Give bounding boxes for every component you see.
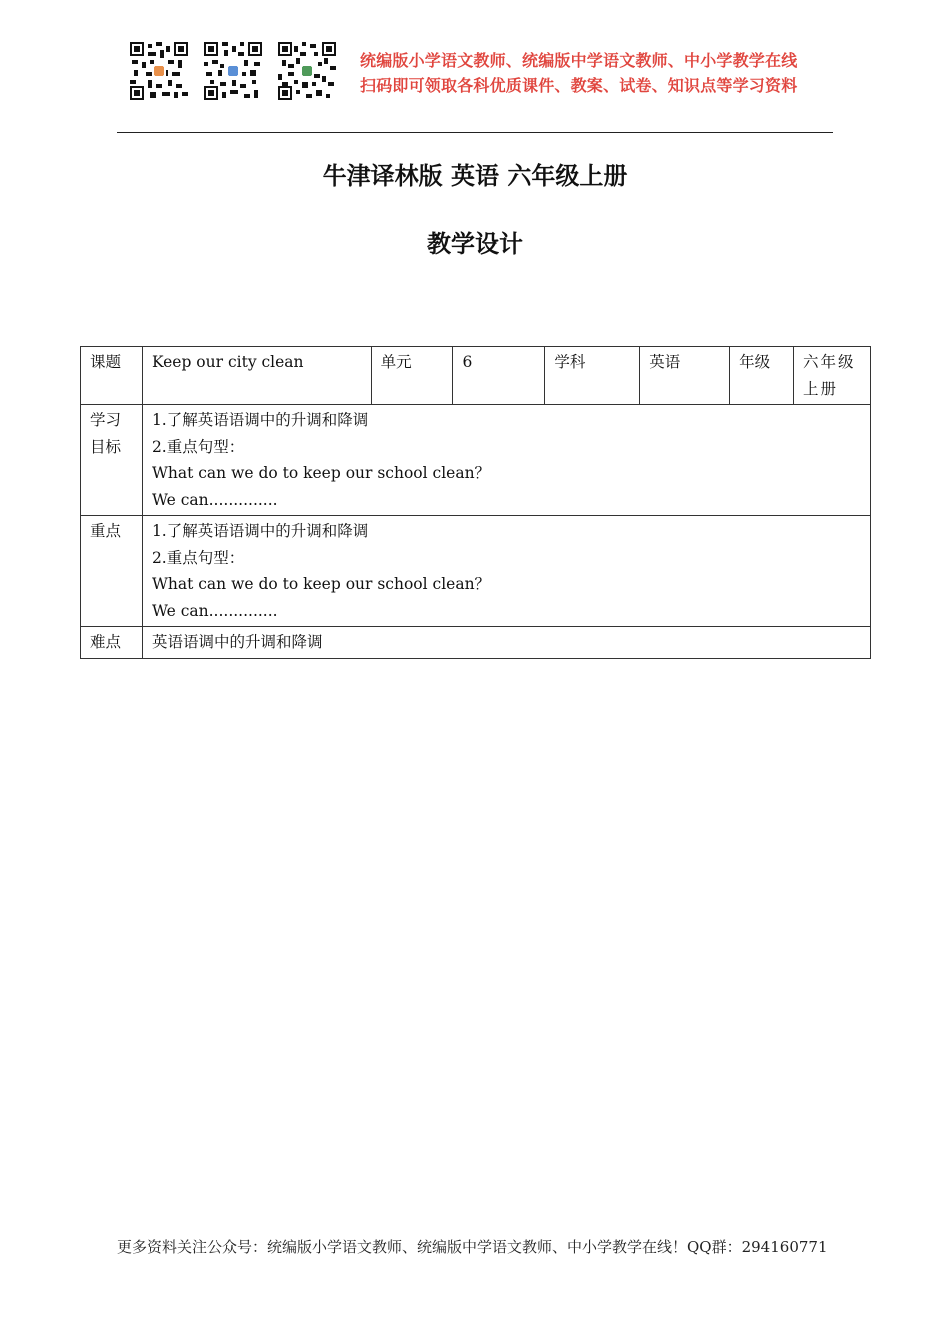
objectives-line: We can.............. [151,490,278,509]
qr-code-icon[interactable] [278,42,336,100]
unit-label: 单元 [371,347,453,405]
subject-label: 学科 [545,347,640,405]
subject-value: 英语 [640,347,730,405]
key-points-line: We can.............. [151,601,278,620]
table-row [81,516,871,627]
table-row [81,347,871,405]
key-points-line: What can we do to keep our school clean？ [151,575,491,593]
objectives-label: 学习目标 [81,405,143,516]
key-points-label: 重点 [81,516,143,627]
qr-code-icon[interactable] [130,42,188,100]
banner-line-2: 扫码即可领取各科优质课件、教案、试卷、知识点等学习资料 [360,76,798,95]
objectives-line: What can we do to keep our school clean？ [151,464,491,482]
key-points-content [142,516,870,627]
document-subtitle: 教学设计 [427,230,523,258]
qr-code-row [130,42,336,100]
objectives-line: 1.了解英语语调中的升调和降调 [151,411,369,429]
difficulty-label: 难点 [81,627,143,659]
grade-label: 年级 [730,347,794,405]
qr-code-icon[interactable] [204,42,262,100]
key-points-line: 2.重点句型： [151,548,245,567]
key-points-line: 1.了解英语语调中的升调和降调 [151,522,369,540]
grade-value: 六年级上册 [794,347,871,405]
objectives-line: 2.重点句型： [151,437,245,456]
document-title: 牛津译林版 英语 六年级上册 [322,162,628,190]
topic-label: 课题 [81,347,143,405]
table-row [81,405,871,516]
header-divider [117,132,833,133]
difficulty-value: 英语语调中的升调和降调 [142,627,870,659]
footer-note: 更多资料关注公众号：统编版小学语文教师、统编版中学语文教师、中小学教学在线！QQ群：294160771 [117,1238,828,1256]
objectives-content [142,405,870,516]
unit-value: 6 [453,347,545,405]
topic-value: Keep our city clean [142,347,371,405]
table-row [81,627,871,659]
lesson-plan-table [80,346,871,659]
banner-line-1: 统编版小学语文教师、统编版中学语文教师、中小学教学在线 [360,51,798,70]
promo-banner [360,48,797,98]
